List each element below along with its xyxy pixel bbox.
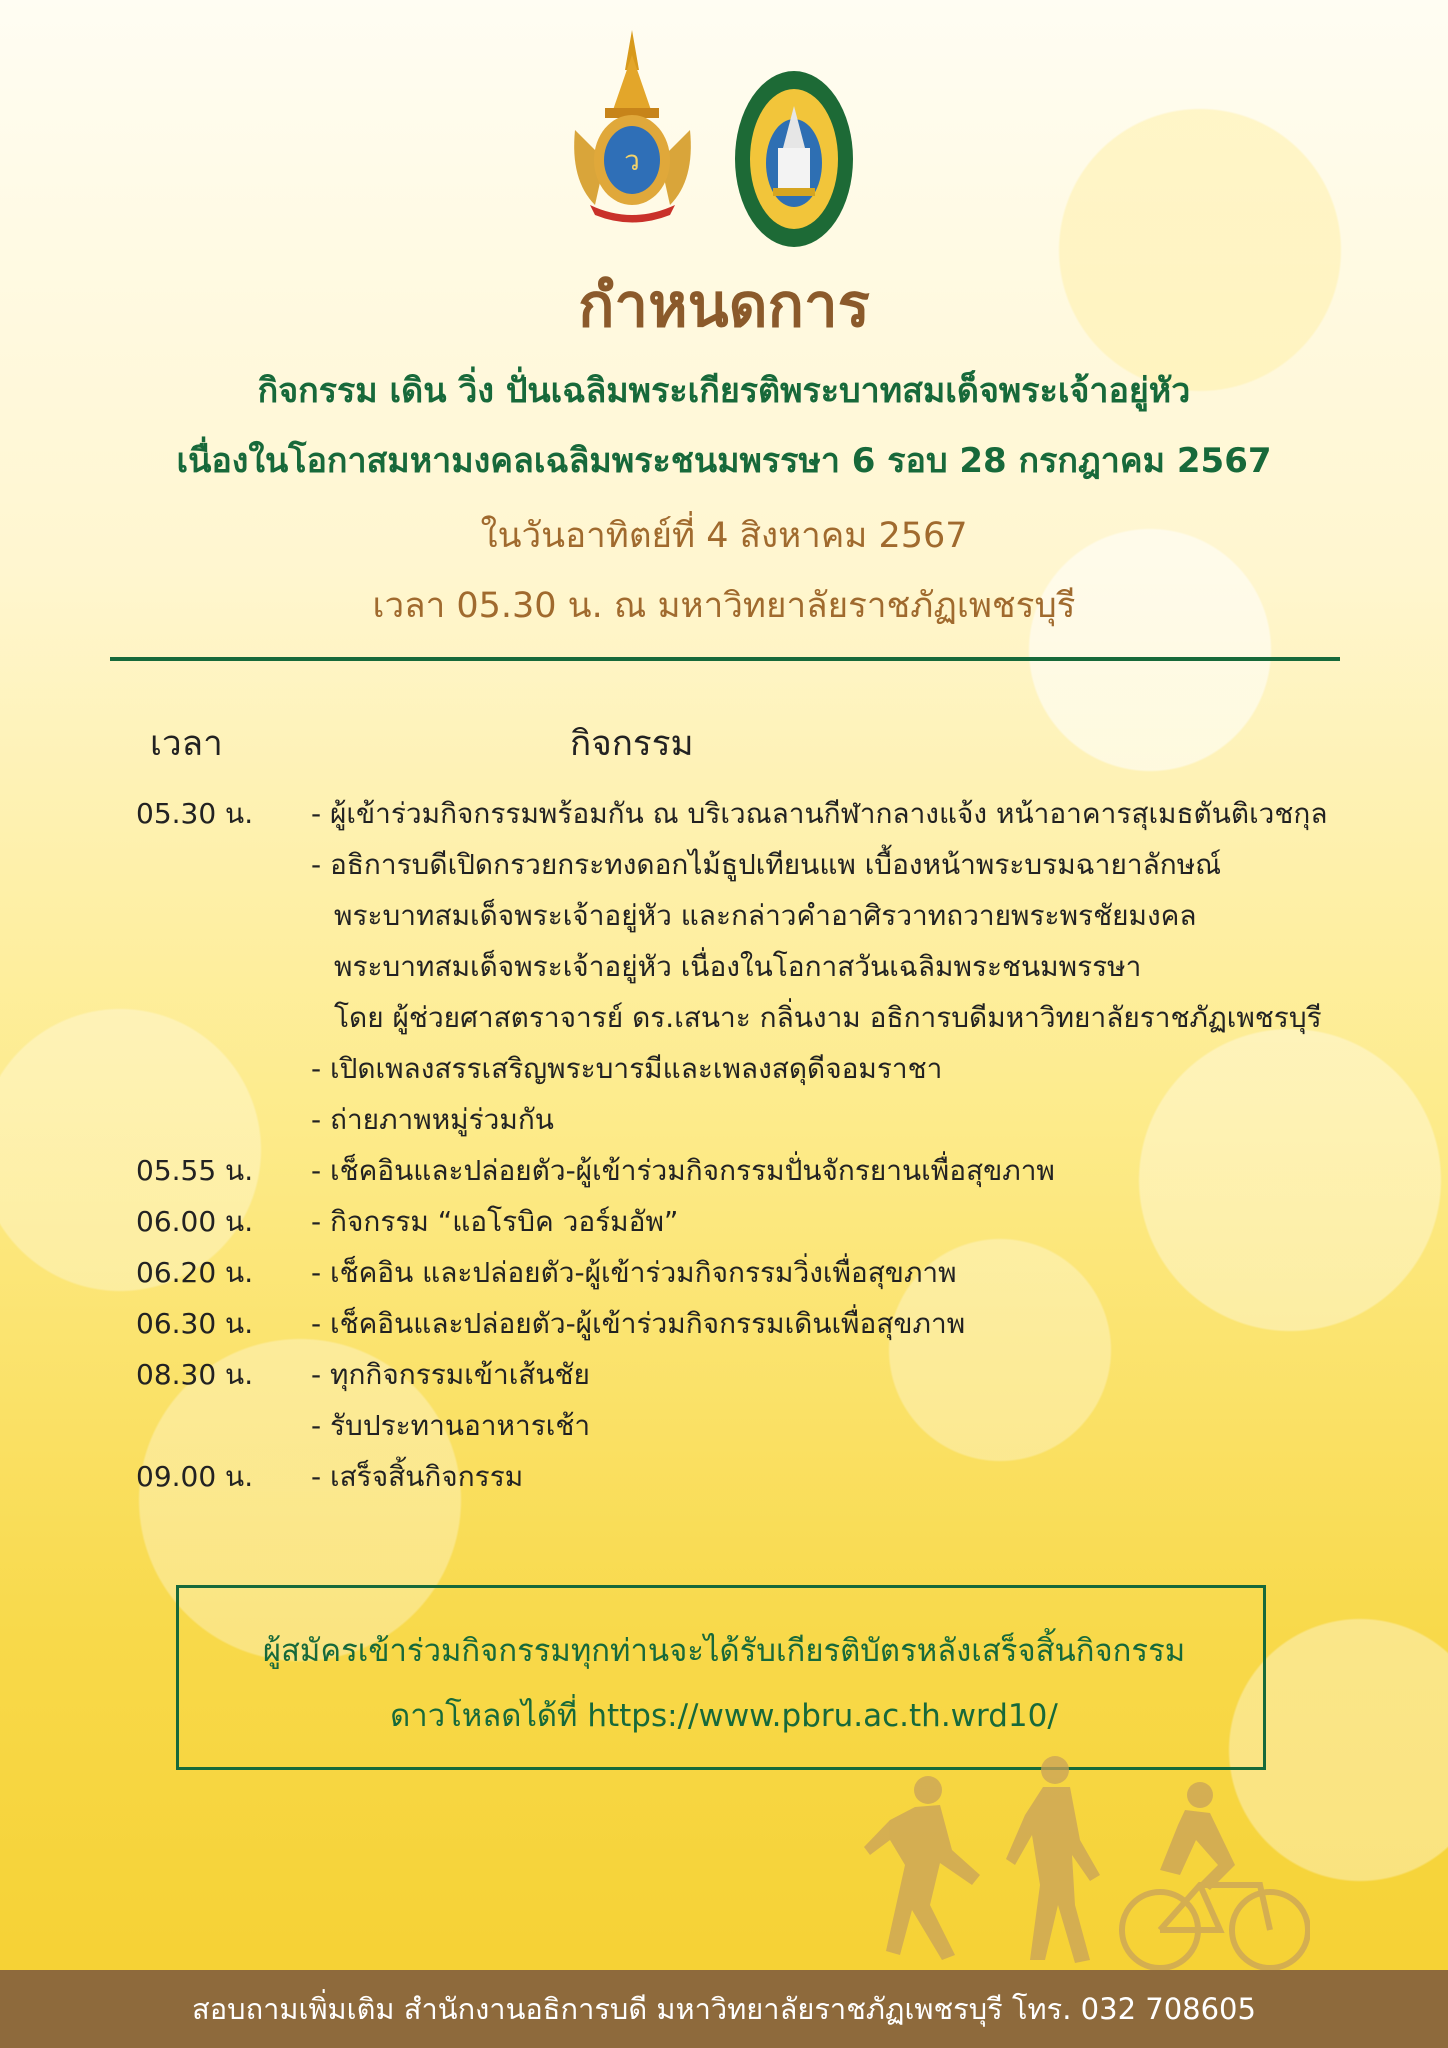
schedule-time: 08.30 น. <box>136 1358 254 1391</box>
runners-cyclist-icon <box>860 1755 1310 1970</box>
footer-contact: สอบถามเพิ่มเติม สำนักงานอธิการบดี มหาวิทยาลัยราชภัฏเพชรบุรี โทร. 032 708605 <box>0 1970 1448 2048</box>
schedule-row <box>136 1251 1396 1302</box>
schedule-row <box>136 1200 1396 1251</box>
schedule-list <box>136 792 1396 1506</box>
schedule-row <box>136 1149 1396 1200</box>
schedule-row <box>136 1353 1396 1404</box>
schedule-activity: - ทุกกิจกรรมเข้าเส้นชัย <box>311 1358 590 1391</box>
schedule-activity: - เช็คอินและปล่อยตัว-ผู้เข้าร่วมกิจกรรมเดินเพื่อสุขภาพ <box>311 1307 966 1340</box>
schedule-activity: - รับประทานอาหารเช้า <box>311 1409 591 1442</box>
schedule-activity: - เสร็จสิ้นกิจกรรม <box>311 1460 524 1493</box>
schedule-header-activity: กิจกรรม <box>570 724 694 764</box>
schedule-row <box>136 792 1396 843</box>
subtitle-line-2: เนื่องในโอกาสมหามงคลเฉลิมพระชนมพรรษา 6 รอบ 28 กรกฎาคม 2567 <box>176 441 1272 481</box>
certificate-note: ผู้สมัครเข้าร่วมกิจกรรมทุกท่านจะได้รับเกียรติบัตรหลังเสร็จสิ้นกิจกรรม <box>262 1633 1186 1669</box>
svg-text:ว: ว <box>624 144 640 177</box>
schedule-activity: พระบาทสมเด็จพระเจ้าอยู่หัว เนื่องในโอกาสวันเฉลิมพระชนมพรรษา <box>334 950 1142 983</box>
schedule-activity: - อธิการบดีเปิดกรวยกระทงดอกไม้ธูปเทียนแพ เบื้องหน้าพระบรมฉายาลักษณ์ <box>311 848 1222 881</box>
schedule-activity: - เช็คอินและปล่อยตัว-ผู้เข้าร่วมกิจกรรมปั่นจักรยานเพื่อสุขภาพ <box>311 1154 1055 1187</box>
schedule-activity: - เช็คอิน และปล่อยตัว-ผู้เข้าร่วมกิจกรรมวิ่งเพื่อสุขภาพ <box>311 1256 957 1289</box>
schedule-activity: - กิจกรรม “แอโรบิค วอร์มอัพ” <box>311 1205 679 1238</box>
schedule-row <box>136 1455 1396 1506</box>
page-title: กำหนดการ <box>578 271 870 341</box>
schedule-row <box>136 945 1396 996</box>
schedule-header-time: เวลา <box>150 724 223 764</box>
schedule-time: 06.20 น. <box>136 1256 254 1289</box>
schedule-row <box>136 1098 1396 1149</box>
schedule-row <box>136 1404 1396 1455</box>
schedule-time: 05.55 น. <box>136 1154 254 1187</box>
schedule-row <box>136 1047 1396 1098</box>
schedule-time: 09.00 น. <box>136 1460 254 1493</box>
schedule-time: 06.00 น. <box>136 1205 254 1238</box>
schedule-activity: พระบาทสมเด็จพระเจ้าอยู่หัว และกล่าวคำอาศิรวาทถวายพระพรชัยมงคล <box>334 899 1197 932</box>
subtitle-line-1: กิจกรรม เดิน วิ่ง ปั่นเฉลิมพระเกียรติพระบาทสมเด็จพระเจ้าอยู่หัว <box>257 371 1191 411</box>
university-seal-icon <box>733 68 855 250</box>
schedule-activity: โดย ผู้ช่วยศาสตราจารย์ ดร.เสนาะ กลิ่นงาม อธิการบดีมหาวิทยาลัยราชภัฏเพชรบุรี <box>334 1001 1322 1034</box>
schedule-row <box>136 843 1396 894</box>
divider <box>110 657 1340 661</box>
certificate-note-box <box>176 1585 1266 1770</box>
schedule-row <box>136 1302 1396 1353</box>
download-link[interactable]: ดาวโหลดได้ที่ https://www.pbru.ac.th.wrd10/ <box>390 1698 1058 1734</box>
event-time-place: เวลา 05.30 น. ณ มหาวิทยาลัยราชภัฏเพชรบุรี <box>372 586 1076 626</box>
royal-emblem-icon <box>565 30 700 225</box>
logo-area <box>0 30 1448 230</box>
schedule-activity: - เปิดเพลงสรรเสริญพระบารมีและเพลงสดุดีจอมราชา <box>311 1052 943 1085</box>
schedule-row <box>136 894 1396 945</box>
schedule-time: 05.30 น. <box>136 797 254 830</box>
schedule-row <box>136 996 1396 1047</box>
event-date: ในวันอาทิตย์ที่ 4 สิงหาคม 2567 <box>480 516 968 556</box>
schedule-activity: - ถ่ายภาพหมู่ร่วมกัน <box>311 1103 554 1136</box>
schedule-activity: - ผู้เข้าร่วมกิจกรรมพร้อมกัน ณ บริเวณลานกีฬากลางแจ้ง หน้าอาคารสุเมธตันติเวชกุล <box>311 797 1328 830</box>
schedule-time: 06.30 น. <box>136 1307 254 1340</box>
